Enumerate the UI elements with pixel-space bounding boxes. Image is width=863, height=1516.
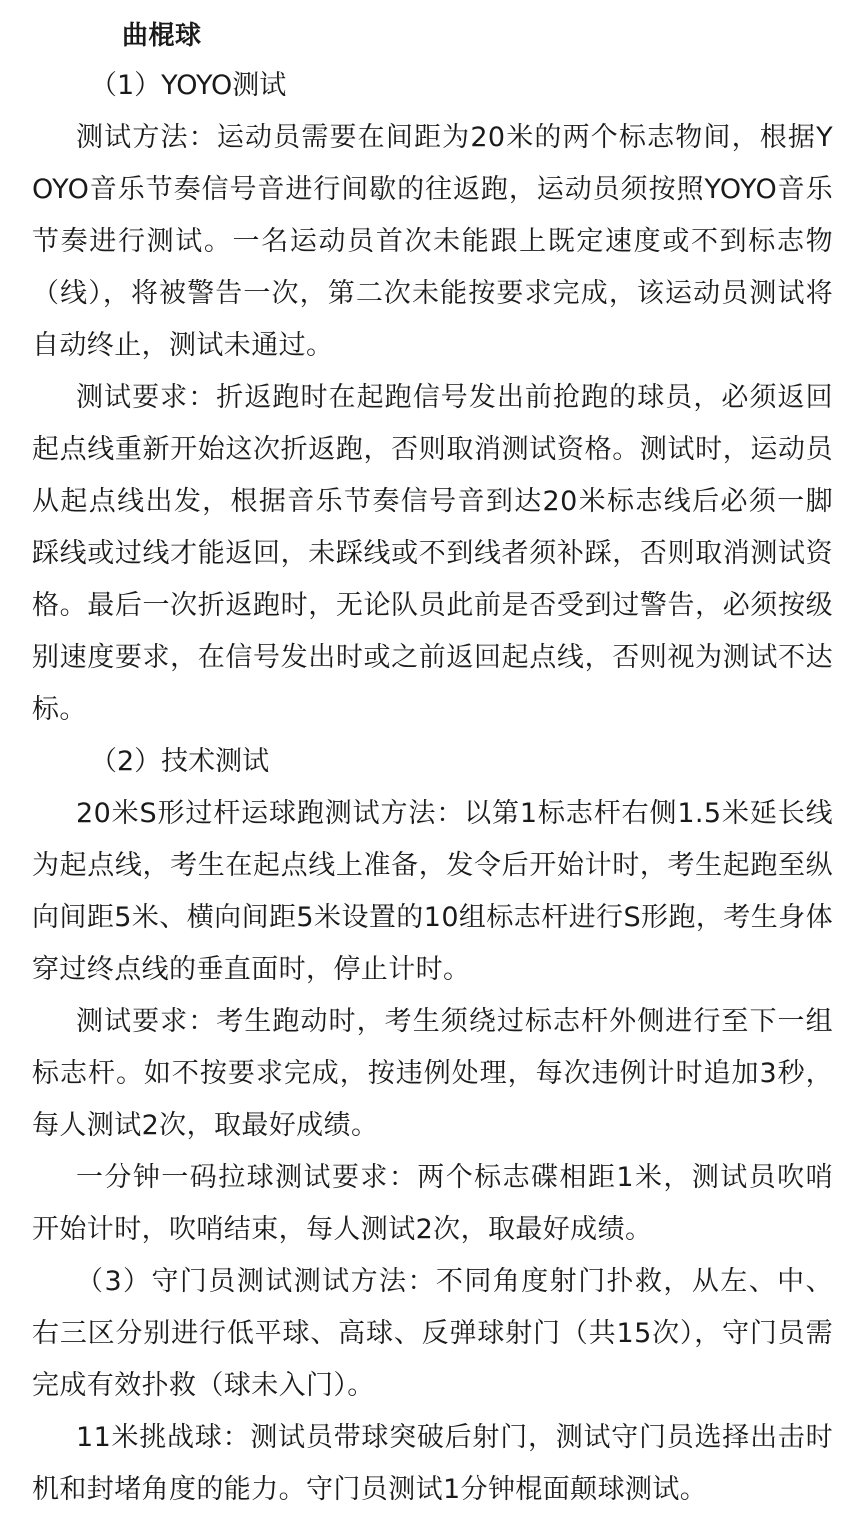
paragraph-yoyo-method: 测试方法：运动员需要在间距为20米的两个标志物间，根据YOYO音乐节奏信号音进行间歇的往返跑，运动员须按照YOYO音乐节奏进行测试。一名运动员首次未能跟上既定速度或不到标志物（线），将被警告一次，第二次未能按要求完成，该运动员测试将自动终止，测试未通过。 [32,122,833,361]
paragraph-yoyo-requirements: 测试要求：折返跑时在起跑信号发出前抢跑的球员，必须返回起点线重新开始这次折返跑，否则取消测试资格。测试时，运动员从起点线出发，根据音乐节奏信号音到达20米标志线后必须一脚踩线或过线才能返回，未踩线或不到线者须补踩，否则取消测试资格。最后一次折返跑时，无论队员此前是否受到过警告，必须按级别速度要求，在信号发出时或之前返回起点线，否则视为测试不达标。 [32,382,833,725]
document-title: 曲棍球 [122,21,202,51]
paragraph-challenge: 11米挑战球：测试员带球突破后射门，测试守门员选择出击时机和封堵角度的能力。守门员测试1分钟棍面颠球测试。 [32,1422,833,1505]
section-heading-yoyo: （1）YOYO测试 [90,70,287,101]
paragraph-skill-requirements: 测试要求：考生跑动时，考生须绕过标志杆外侧进行至下一组标志杆。如不按要求完成，按违例处理，每次违例计时追加3秒，每人测试2次，取最好成绩。 [32,1006,833,1141]
paragraph-skill-dribble: 一分钟一码拉球测试要求：两个标志碟相距1米，测试员吹哨开始计时，吹哨结束，每人测试2次，取最好成绩。 [32,1162,833,1245]
section-heading-skill: （2）技术测试 [90,746,270,777]
paragraph-goalkeeper: （3）守门员测试测试方法：不同角度射门扑救，从左、中、右三区分别进行低平球、高球、反弹球射门（共15次），守门员需完成有效扑救（球未入门）。 [32,1266,833,1401]
paragraph-skill-method: 20米S形过杆运球跑测试方法：以第1标志杆右侧1.5米延长线为起点线，考生在起点线上准备，发令后开始计时，考生起跑至纵向间距5米、横向间距5米设置的10组标志杆进行S形跑，考生身体穿过终点线的垂直面时，停止计时。 [32,798,833,985]
